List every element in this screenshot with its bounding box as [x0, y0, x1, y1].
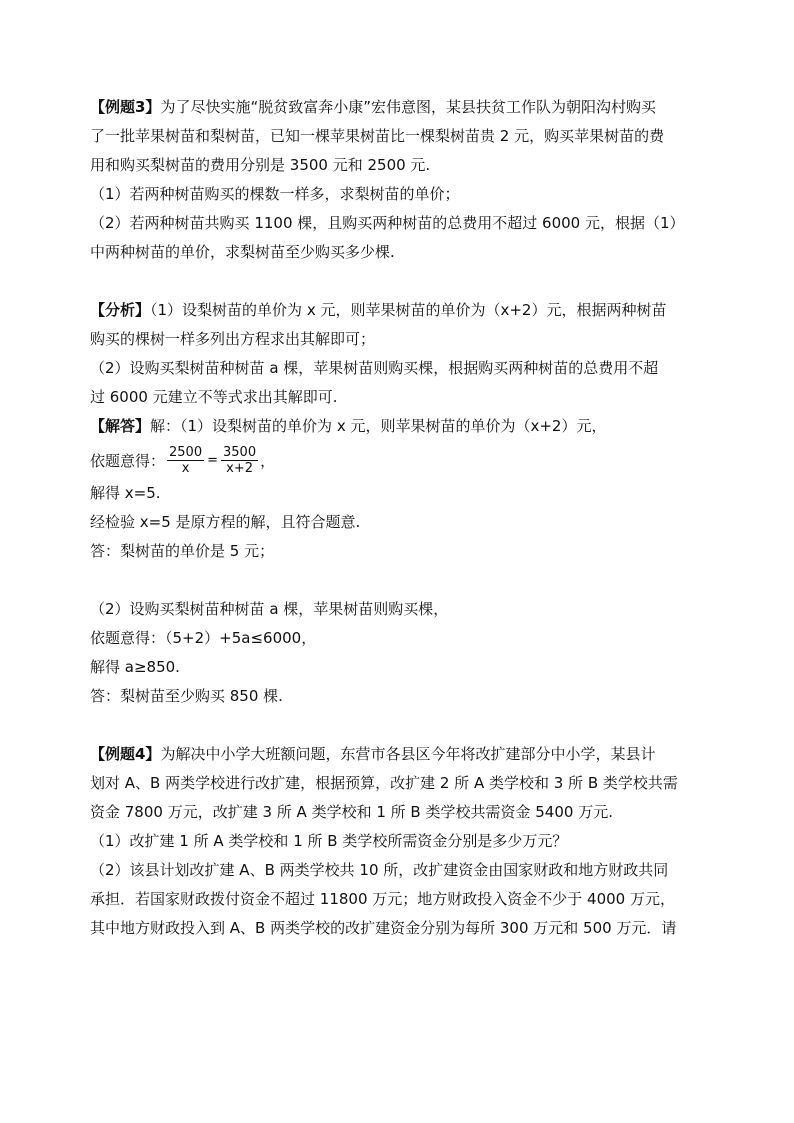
- solution-line-4: 经检验 x=5 是原方程的解，且符合题意.: [90, 513, 361, 531]
- fraction-2500-over-x: [167, 445, 204, 476]
- analysis-line-2: 购买的棵树一样多列出方程求出其解即可；: [90, 330, 376, 348]
- example4-question-2c: 其中地方财政投入到 A、B 两类学校的改扩建资金分别为每所 300 万元和 500 万元．请: [90, 919, 677, 937]
- example3-line-3: 用和购买梨树苗的费用分别是 3500 元和 2500 元.: [90, 156, 431, 174]
- fraction-denominator: x: [181, 460, 190, 476]
- spacer: [90, 566, 702, 595]
- solution-text: 解：（1）设梨树苗的单价为 x 元，则苹果树苗的单价为（x+2）元，: [150, 417, 607, 435]
- example3-text: 为了尽快实施“脱贫致富奔小康”宏伟意图，某县扶贫工作队为朝阳沟村购买: [160, 98, 656, 116]
- solution-line-6: （2）设购买梨树苗种树苗 a 棵，苹果树苗则购买棵，: [90, 600, 449, 618]
- analysis-line-3: （2）设购买梨树苗种树苗 a 棵，苹果树苗则购买棵，根据购买两种树苗的总费用不超: [90, 359, 659, 377]
- example4-question-1: （1）改扩建 1 所 A 类学校和 1 所 B 类学校所需资金分别是多少万元？: [90, 832, 568, 850]
- fraction-numerator: 2500: [169, 444, 203, 460]
- analysis-text: （1）设梨树苗的单价为 x 元，则苹果树苗的单价为（x+2）元，根据两种树苗: [150, 301, 667, 319]
- example4-question-2b: 承担．若国家财政拨付资金不超过 11800 万元；地方财政投入资金不少于 4000 万元，: [90, 890, 675, 908]
- fraction-3500-over-x-plus-2: [221, 445, 258, 476]
- spacer: [90, 267, 702, 296]
- fraction-numerator: 3500: [223, 444, 257, 460]
- solution-line-9: 答：梨树苗至少购买 850 棵.: [90, 687, 283, 705]
- analysis-line-4: 过 6000 元建立不等式求出其解即可.: [90, 388, 338, 406]
- document-content: [90, 93, 702, 943]
- example4-line-1: [90, 740, 702, 769]
- example3-line-1: [90, 93, 702, 122]
- fraction-denominator: x+2: [226, 460, 253, 476]
- equals-sign: =: [207, 452, 219, 468]
- example4-text: 为解决中小学大班额问题，东营市各县区今年将改扩建部分中小学，某县计: [160, 745, 656, 763]
- example3-question-2b: 中两种树苗的单价，求梨树苗至少购买多少棵.: [90, 243, 395, 261]
- analysis-heading: 【分析】: [90, 301, 151, 319]
- solution-heading: 【解答】: [90, 417, 151, 435]
- solution-line-8: 解得 a≥850.: [90, 658, 180, 676]
- example4-question-2a: （2）该县计划改扩建 A、B 两类学校共 10 所，改扩建资金由国家财政和地方财政共同: [90, 861, 669, 879]
- example4-line-2: 划对 A、B 两类学校进行改扩建，根据预算，改扩建 2 所 A 类学校和 3 所 B 类学校共需: [90, 774, 678, 792]
- solution-line-1: [90, 412, 702, 441]
- equation-suffix: ，: [260, 451, 276, 470]
- example3-question-2a: （2）若两种树苗共购买 1100 棵，且购买两种树苗的总费用不超过 6000 元，根据（1）: [90, 214, 685, 232]
- equation-prefix: 依题意得：: [90, 451, 166, 470]
- analysis-line-1: [90, 296, 702, 325]
- equation-line: [90, 441, 702, 479]
- example3-question-1: （1）若两种树苗购买的棵数一样多，求梨树苗的单价；: [90, 185, 460, 203]
- solution-line-3: 解得 x=5.: [90, 484, 161, 502]
- example4-heading: 【例题4】: [90, 745, 161, 763]
- example3-line-2: 了一批苹果树苗和梨树苗，已知一棵苹果树苗比一棵梨树苗贵 2 元，购买苹果树苗的费: [90, 127, 665, 145]
- solution-line-5: 答：梨树苗的单价是 5 元；: [90, 542, 275, 560]
- spacer: [90, 711, 702, 740]
- example4-line-3: 资金 7800 万元，改扩建 3 所 A 类学校和 1 所 B 类学校共需资金 5400 万元.: [90, 803, 613, 821]
- solution-line-7: 依题意得：（5+2）+5a≤6000，: [90, 629, 317, 647]
- example3-heading: 【例题3】: [90, 98, 161, 116]
